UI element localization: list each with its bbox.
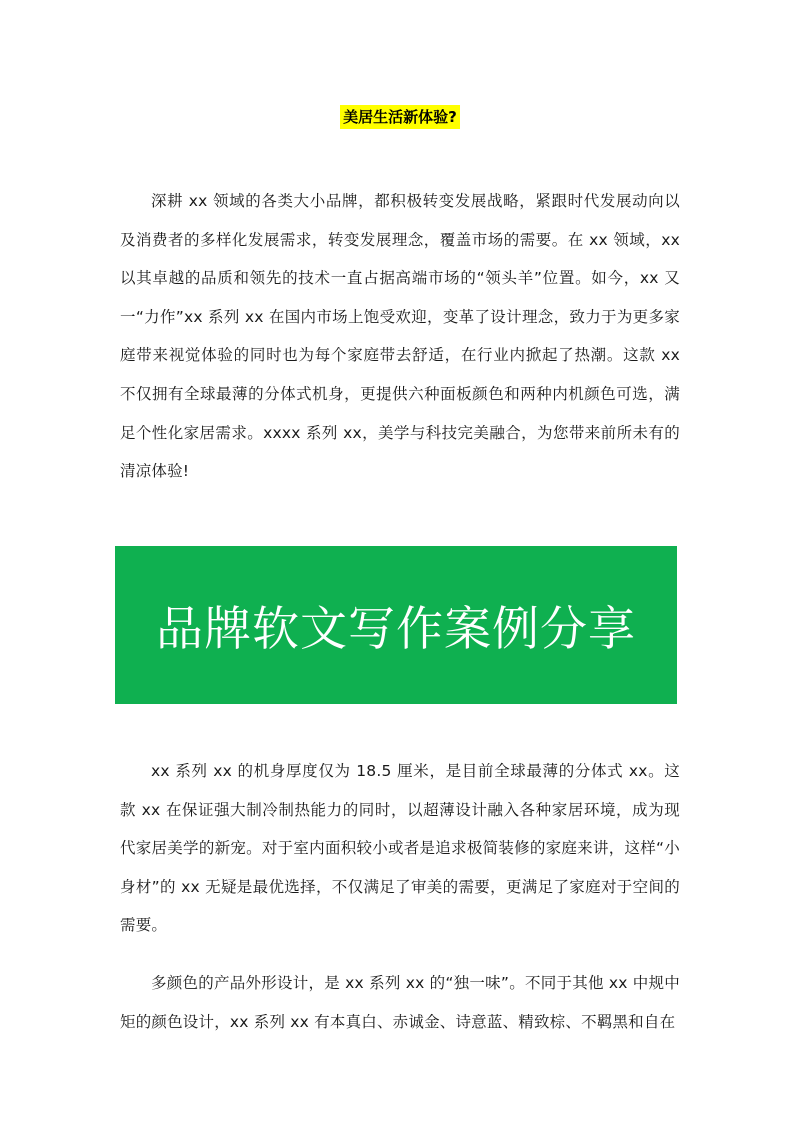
promo-banner: [115, 546, 677, 704]
paragraph-thickness: xx 系列 xx 的机身厚度仅为 18.5 厘米，是目前全球最薄的分体式 xx。这款 xx 在保证强大制冷制热能力的同时，以超薄设计融入各种家居环境，成为现代家居美学的新宠。对于室内面积较小或者是追求极简装修的家庭来讲，这样“小身材”的 xx 无疑是最优选择，不仅满足了审美的需要，更满足了家庭对于空间的需要。: [120, 762, 680, 935]
document-title: 美居生活新体验?: [340, 105, 460, 129]
paragraph-intro: 深耕 xx 领域的各类大小品牌，都积极转变发展战略，紧跟时代发展动向以及消费者的多样化发展需求，转变发展理念，覆盖市场的需要。在 xx 领域，xx 以其卓越的品质和领先的技术一直占据高端市场的“领头羊”位置。如今，xx 又一“力作”xx 系列 xx 在国内市场上饱受欢迎，变革了设计理念，致力于为更多家庭带来视觉体验的同时也为每个家庭带去舒适，在行业内掀起了热潮。这款 xx 不仅拥有全球最薄的分体式机身，更提供六种面板颜色和两种内机颜色可选，满足个性化家居需求。xxxx 系列 xx，美学与科技完美融合，为您带来前所未有的清凉体验!: [120, 192, 680, 481]
title-wrapper: [0, 105, 800, 129]
banner-text: 品牌软文写作案例分享: [156, 601, 636, 657]
paragraph-colors: 多颜色的产品外形设计，是 xx 系列 xx 的“独一味”。不同于其他 xx 中规中矩的颜色设计，xx 系列 xx 有本真白、赤诚金、诗意蓝、精致棕、不羁黑和自在: [120, 974, 680, 1031]
